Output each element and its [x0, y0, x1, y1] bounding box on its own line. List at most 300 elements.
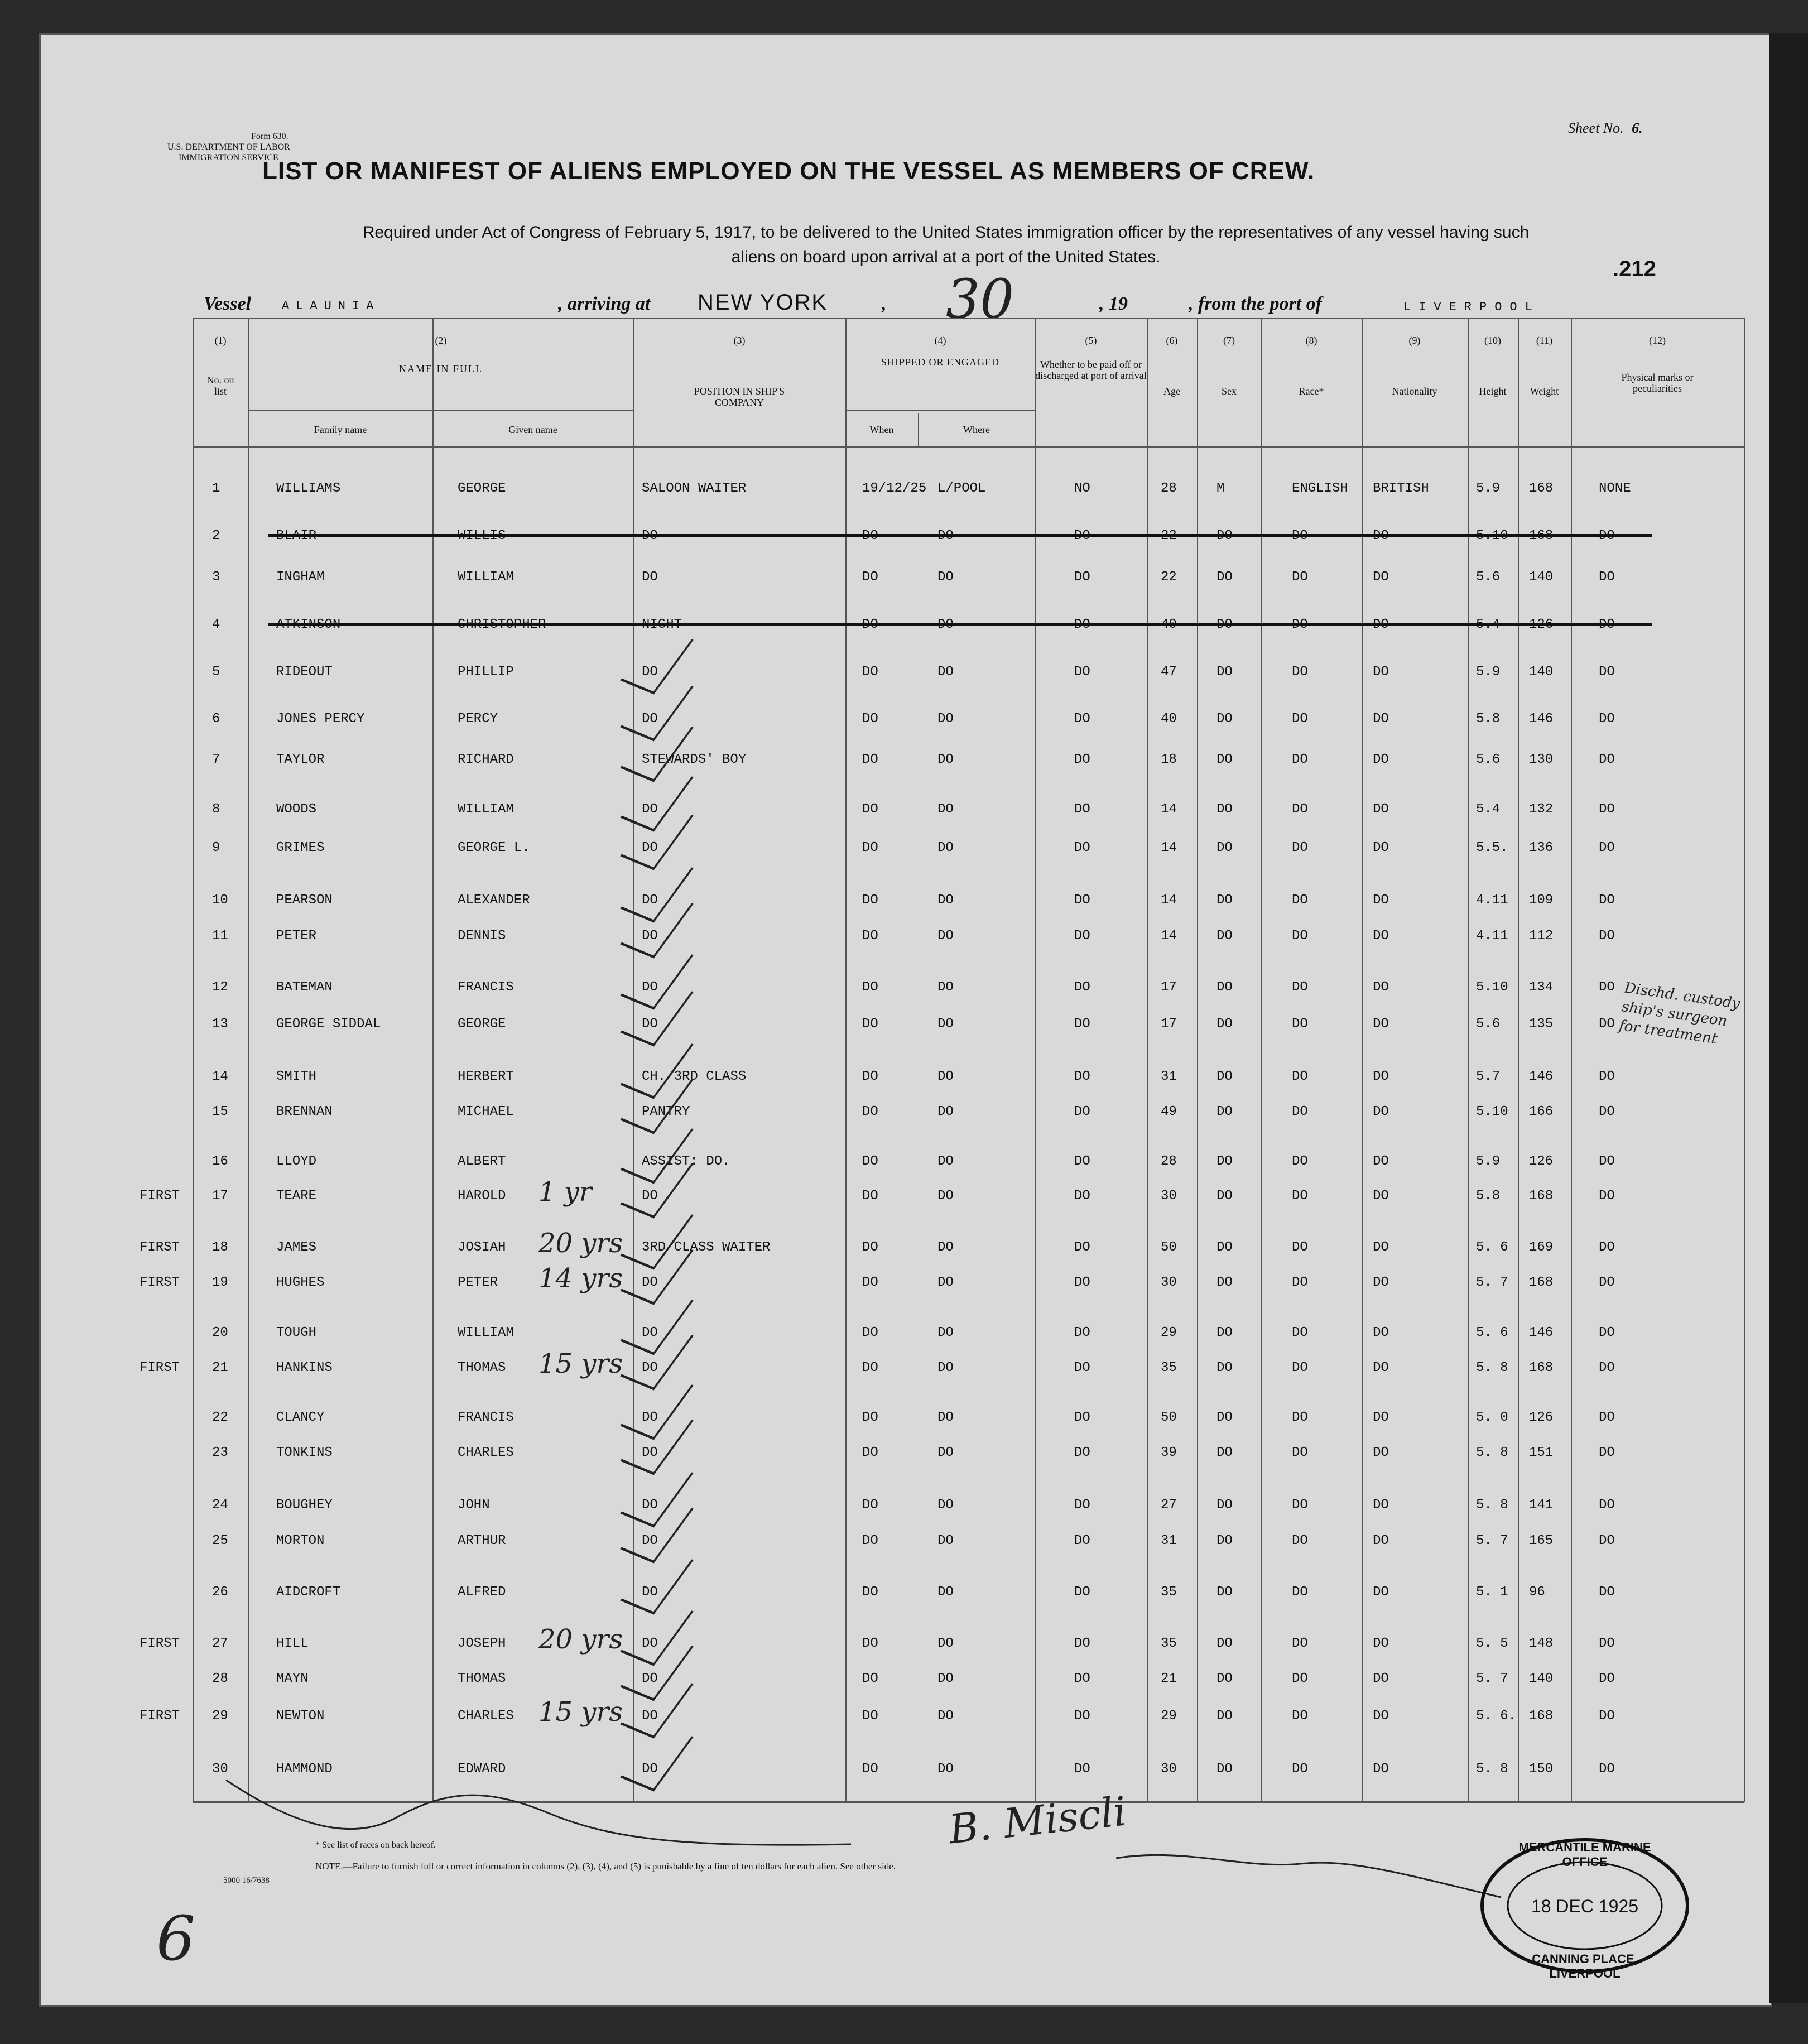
col-shipped-label: SHIPPED OR ENGAGED	[881, 356, 999, 368]
shipped-when: DO	[862, 1104, 878, 1119]
sex: DO	[1216, 711, 1233, 727]
shipped-when: DO	[862, 1154, 878, 1169]
row-number: 13	[212, 1017, 228, 1032]
stamp-top-text: MERCANTILE MARINE OFFICE	[1518, 1840, 1651, 1869]
row-number: 24	[212, 1498, 228, 1513]
service-years-handwritten: 20 yrs	[538, 1228, 623, 1259]
weight: 132	[1529, 802, 1554, 817]
family-name: TEARE	[276, 1189, 317, 1204]
stamp-bottom-text: CANNING PLACE, LIVERPOOL	[1532, 1952, 1638, 1980]
sex: M	[1216, 481, 1225, 496]
sex: DO	[1216, 929, 1233, 944]
position: DO	[642, 1445, 658, 1460]
position: 3RD CLASS WAITER	[642, 1240, 771, 1255]
family-name: BRENNAN	[276, 1104, 333, 1119]
family-name: BOUGHEY	[276, 1498, 333, 1513]
weight: 168	[1529, 1275, 1554, 1290]
paid-off: DO	[1074, 980, 1090, 995]
age: 22	[1161, 570, 1177, 585]
race: DO	[1292, 1498, 1308, 1513]
position: DO	[642, 1189, 658, 1204]
sheet-number-value: 6.	[1632, 120, 1643, 136]
nationality: DO	[1373, 802, 1389, 817]
binding-edge	[1769, 33, 1808, 2003]
weight: 168	[1529, 1709, 1554, 1724]
col-rule-4	[845, 318, 847, 1802]
race: DO	[1292, 1189, 1308, 1204]
row-number: 21	[212, 1360, 228, 1376]
height: 5.7	[1476, 1069, 1501, 1084]
col-rule-7	[1197, 318, 1198, 1802]
col-header-when: When	[869, 424, 894, 435]
race: DO	[1292, 840, 1308, 855]
given-name: GEORGE L.	[458, 840, 530, 855]
height: 5. 7	[1476, 1275, 1508, 1290]
shipped-subheader-rule	[845, 410, 1035, 411]
row-number: 22	[212, 1410, 228, 1425]
paid-off: DO	[1074, 1240, 1090, 1255]
family-name: TAYLOR	[276, 752, 325, 767]
family-name: AIDCROFT	[276, 1585, 341, 1600]
shipped-where: L/POOL	[937, 481, 986, 496]
col-position-num: (3)	[733, 335, 746, 346]
weight: 136	[1529, 840, 1554, 855]
physical-marks: DO	[1599, 1104, 1615, 1119]
sex: DO	[1216, 840, 1233, 855]
class-mark: FIRST	[140, 1275, 180, 1290]
age: 50	[1161, 1240, 1177, 1255]
col-weight-label: Weight	[1530, 385, 1559, 397]
year-label: , 19	[1099, 294, 1128, 314]
sex: DO	[1216, 752, 1233, 767]
shipped-when: DO	[862, 570, 878, 585]
col-age-num: (6)	[1166, 335, 1178, 346]
row-number: 3	[212, 570, 220, 585]
weight: 146	[1529, 1325, 1554, 1340]
col-header-given: Given name	[508, 424, 557, 435]
shipped-where: DO	[937, 1325, 954, 1340]
nationality: DO	[1373, 1017, 1389, 1032]
paid-off: DO	[1074, 1069, 1090, 1084]
nationality: DO	[1373, 1104, 1389, 1119]
col-rule-2	[432, 318, 434, 1802]
col-paid-label: Whether to be paid off or discharged at port of arrival	[1035, 358, 1147, 382]
col-header-paid-off	[1035, 335, 1147, 382]
shipped-when: DO	[862, 1445, 878, 1460]
vessel-label: Vessel	[204, 294, 251, 314]
race: DO	[1292, 929, 1308, 944]
col-rule-0	[193, 318, 194, 1802]
weight: 146	[1529, 1069, 1554, 1084]
row-number: 28	[212, 1671, 228, 1686]
family-name: JAMES	[276, 1240, 317, 1255]
physical-marks: DO	[1599, 1189, 1615, 1204]
height: 5.6	[1476, 570, 1501, 585]
height: 5. 1	[1476, 1585, 1508, 1600]
given-name: THOMAS	[458, 1671, 506, 1686]
position: DO	[642, 1017, 658, 1032]
weight: 166	[1529, 1104, 1554, 1119]
paid-off: DO	[1074, 929, 1090, 944]
weight: 140	[1529, 665, 1554, 680]
table-top-rule	[193, 318, 1744, 319]
position: ASSIST: DO.	[642, 1154, 730, 1169]
paid-off: DO	[1074, 1533, 1090, 1548]
service-years-handwritten: 1 yr	[538, 1176, 592, 1208]
physical-marks: DO	[1599, 1325, 1615, 1340]
race: DO	[1292, 1069, 1308, 1084]
row-number: 5	[212, 665, 220, 680]
mercantile-marine-stamp	[1479, 1836, 1691, 1980]
col-header-family: Family name	[314, 424, 367, 435]
age: 28	[1161, 481, 1177, 496]
sex: DO	[1216, 1498, 1233, 1513]
sex: DO	[1216, 1585, 1233, 1600]
shipped-where: DO	[937, 1498, 954, 1513]
weight: 135	[1529, 1017, 1554, 1032]
race: DO	[1292, 1275, 1308, 1290]
sex: DO	[1216, 980, 1233, 995]
col-shipped-num: (4)	[934, 335, 946, 346]
departure-port: LIVERPOOL	[1403, 300, 1540, 314]
shipped-where: DO	[937, 1189, 954, 1204]
given-name: JOSEPH	[458, 1636, 506, 1651]
weight: 150	[1529, 1762, 1554, 1777]
nationality: DO	[1373, 929, 1389, 944]
row-number: 11	[212, 929, 228, 944]
given-name: WILLIAM	[458, 802, 514, 817]
family-name: HANKINS	[276, 1360, 333, 1376]
shipped-where: DO	[937, 752, 954, 767]
col-rule-9	[1362, 318, 1363, 1802]
height: 5. 6	[1476, 1240, 1508, 1255]
shipped-when: DO	[862, 1709, 878, 1724]
weight: 146	[1529, 711, 1554, 727]
nationality: DO	[1373, 1533, 1389, 1548]
family-name: JONES PERCY	[276, 711, 365, 727]
nationality: DO	[1373, 1360, 1389, 1376]
physical-marks: DO	[1599, 1017, 1615, 1032]
paid-off: DO	[1074, 1017, 1090, 1032]
col-header-race	[1261, 335, 1362, 397]
print-code: 5000 16/7638	[223, 1876, 270, 1885]
shipped-when: 19/12/25	[862, 481, 927, 496]
row-number: 15	[212, 1104, 228, 1119]
given-name: WILLIAM	[458, 1325, 514, 1340]
subtitle-line-2: aliens on board upon arrival at a port of the United States.	[731, 247, 1161, 266]
paid-off: DO	[1074, 1104, 1090, 1119]
shipped-where: DO	[937, 980, 954, 995]
arriving-label: , arriving at	[558, 294, 651, 314]
sex: DO	[1216, 1636, 1233, 1651]
given-name: GEORGE	[458, 481, 506, 496]
col-race-num: (8)	[1305, 335, 1317, 346]
col-header-age	[1147, 335, 1197, 397]
position: DO	[642, 1410, 658, 1425]
sheet-number	[1568, 120, 1643, 137]
position: CH. 3RD CLASS	[642, 1069, 747, 1084]
family-name: TOUGH	[276, 1325, 317, 1340]
col-height-label: Height	[1479, 385, 1507, 397]
paid-off: DO	[1074, 1189, 1090, 1204]
paid-off: NO	[1074, 481, 1090, 496]
age: 17	[1161, 1017, 1177, 1032]
family-name: LLOYD	[276, 1154, 317, 1169]
signature-tail	[1116, 1836, 1507, 1903]
physical-marks: DO	[1599, 1445, 1615, 1460]
age: 49	[1161, 1104, 1177, 1119]
physical-marks: DO	[1599, 980, 1615, 995]
col-header-marks	[1571, 335, 1744, 395]
height: 5.9	[1476, 1154, 1501, 1169]
position: DO	[642, 570, 658, 585]
race: DO	[1292, 1104, 1308, 1119]
nationality: DO	[1373, 1240, 1389, 1255]
race: DO	[1292, 752, 1308, 767]
strike-through-line	[268, 534, 1652, 537]
given-name: ALEXANDER	[458, 893, 530, 908]
given-name: GEORGE	[458, 1017, 506, 1032]
col-rule-1	[248, 318, 249, 1802]
height: 5.4	[1476, 802, 1501, 817]
col-age-label: Age	[1163, 385, 1180, 397]
age: 31	[1161, 1069, 1177, 1084]
row-number: 2	[212, 528, 220, 544]
given-name: CHARLES	[458, 1445, 514, 1460]
strike-through-line	[268, 623, 1652, 626]
paid-off: DO	[1074, 752, 1090, 767]
shipped-where: DO	[937, 1275, 954, 1290]
shipped-when: DO	[862, 1498, 878, 1513]
shipped-where: DO	[937, 570, 954, 585]
physical-marks: DO	[1599, 893, 1615, 908]
paid-off: DO	[1074, 711, 1090, 727]
race: DO	[1292, 1240, 1308, 1255]
class-mark: FIRST	[140, 1636, 180, 1651]
weight: 168	[1529, 1360, 1554, 1376]
nationality: DO	[1373, 752, 1389, 767]
arrival-day-handwritten: 30	[946, 268, 1014, 330]
height: 5.10	[1476, 980, 1508, 995]
manifest-number: .212	[1613, 257, 1656, 281]
race: DO	[1292, 665, 1308, 680]
given-name: DENNIS	[458, 929, 506, 944]
physical-marks: DO	[1599, 1671, 1615, 1686]
col-header-nationality	[1362, 335, 1468, 397]
shipped-where: DO	[937, 1240, 954, 1255]
given-name: HAROLD	[458, 1189, 506, 1204]
paid-off: DO	[1074, 1154, 1090, 1169]
age: 47	[1161, 665, 1177, 680]
race: DO	[1292, 1671, 1308, 1686]
family-name: MORTON	[276, 1533, 325, 1548]
col-no-label: No. on list	[206, 374, 234, 397]
nationality: DO	[1373, 1585, 1389, 1600]
service-years-handwritten: 20 yrs	[538, 1624, 623, 1655]
sex: DO	[1216, 1275, 1233, 1290]
position: DO	[642, 665, 658, 680]
position: DO	[642, 1275, 658, 1290]
race: DO	[1292, 1154, 1308, 1169]
position: DO	[642, 1585, 658, 1600]
col-header-where: Where	[963, 424, 990, 435]
age: 35	[1161, 1636, 1177, 1651]
nationality: DO	[1373, 1069, 1389, 1084]
shipped-when: DO	[862, 980, 878, 995]
sex: DO	[1216, 1240, 1233, 1255]
shipped-when: DO	[862, 1240, 878, 1255]
class-mark: FIRST	[140, 1709, 180, 1724]
age: 30	[1161, 1189, 1177, 1204]
given-name: JOSIAH	[458, 1240, 506, 1255]
age: 30	[1161, 1275, 1177, 1290]
sex: DO	[1216, 1154, 1233, 1169]
row-number: 7	[212, 752, 220, 767]
paid-off: DO	[1074, 1498, 1090, 1513]
shipped-where: DO	[937, 1585, 954, 1600]
position: DO	[642, 1533, 658, 1548]
height: 5.8	[1476, 1189, 1501, 1204]
race: DO	[1292, 1533, 1308, 1548]
race: DO	[1292, 1709, 1308, 1724]
weight: 140	[1529, 570, 1554, 585]
race: DO	[1292, 1445, 1308, 1460]
sex: DO	[1216, 1410, 1233, 1425]
weight: 134	[1529, 980, 1554, 995]
family-name: GEORGE SIDDAL	[276, 1017, 381, 1032]
paid-off: DO	[1074, 1585, 1090, 1600]
shipped-when: DO	[862, 711, 878, 727]
shipped-where: DO	[937, 840, 954, 855]
race: DO	[1292, 1636, 1308, 1651]
shipped-where: DO	[937, 1636, 954, 1651]
position: DO	[642, 1636, 658, 1651]
row-number: 20	[212, 1325, 228, 1340]
physical-marks: NONE	[1599, 481, 1631, 496]
physical-marks: DO	[1599, 1533, 1615, 1548]
row-number: 23	[212, 1445, 228, 1460]
height: 5.9	[1476, 481, 1501, 496]
physical-marks: DO	[1599, 1498, 1615, 1513]
height: 5.10	[1476, 1104, 1508, 1119]
physical-marks: DO	[1599, 1154, 1615, 1169]
given-name: FRANCIS	[458, 1410, 514, 1425]
row-number: 1	[212, 481, 220, 496]
shipped-when: DO	[862, 1069, 878, 1084]
height: 5.6	[1476, 1017, 1501, 1032]
sex: DO	[1216, 1445, 1233, 1460]
paid-off: DO	[1074, 1410, 1090, 1425]
family-name: WILLIAMS	[276, 481, 341, 496]
col-sex-num: (7)	[1223, 335, 1235, 346]
age: 35	[1161, 1360, 1177, 1376]
given-name: PETER	[458, 1275, 498, 1290]
weight: 140	[1529, 1671, 1554, 1686]
paid-off: DO	[1074, 570, 1090, 585]
row-number: 18	[212, 1240, 228, 1255]
race: DO	[1292, 1762, 1308, 1777]
shipped-when: DO	[862, 752, 878, 767]
weight: 168	[1529, 1189, 1554, 1204]
position: DO	[642, 980, 658, 995]
height: 4.11	[1476, 893, 1508, 908]
form-number: Form 630.	[251, 132, 288, 141]
service-years-handwritten: 15 yrs	[538, 1696, 623, 1728]
col-marks-label: Physical marks or peculiarities	[1621, 371, 1694, 395]
physical-marks: DO	[1599, 711, 1615, 727]
shipped-where: DO	[937, 1410, 954, 1425]
row-number: 14	[212, 1069, 228, 1084]
sex: DO	[1216, 1533, 1233, 1548]
row-number: 12	[212, 980, 228, 995]
race-footnote: * See list of races on back hereof.	[315, 1840, 436, 1850]
paid-off: DO	[1074, 1671, 1090, 1686]
shipped-when: DO	[862, 1762, 878, 1777]
paid-off: DO	[1074, 1762, 1090, 1777]
name-subheader-rule	[248, 410, 633, 411]
form-service: IMMIGRATION SERVICE	[179, 153, 278, 163]
stamp-date: 18 DEC 1925	[1531, 1896, 1639, 1916]
physical-marks: DO	[1599, 1360, 1615, 1376]
row-number: 27	[212, 1636, 228, 1651]
nationality: DO	[1373, 893, 1389, 908]
family-name: TONKINS	[276, 1445, 333, 1460]
sex: DO	[1216, 665, 1233, 680]
header-bottom-rule	[193, 446, 1744, 448]
nationality: DO	[1373, 1445, 1389, 1460]
nationality: DO	[1373, 1498, 1389, 1513]
age: 14	[1161, 929, 1177, 944]
age: 40	[1161, 711, 1177, 727]
position: DO	[642, 893, 658, 908]
given-name: MICHAEL	[458, 1104, 514, 1119]
row-number: 19	[212, 1275, 228, 1290]
weight: 169	[1529, 1240, 1554, 1255]
col-rule-13	[1744, 318, 1745, 1802]
shipped-when: DO	[862, 1360, 878, 1376]
col-rule-11	[1518, 318, 1519, 1802]
family-name: PETER	[276, 929, 317, 944]
physical-marks: DO	[1599, 1240, 1615, 1255]
family-name: WOODS	[276, 802, 317, 817]
shipped-where: DO	[937, 1709, 954, 1724]
sex: DO	[1216, 893, 1233, 908]
height: 4.11	[1476, 929, 1508, 944]
nationality: DO	[1373, 1275, 1389, 1290]
paid-off: DO	[1074, 802, 1090, 817]
height: 5. 5	[1476, 1636, 1508, 1651]
col-header-name	[248, 335, 633, 374]
shipped-where: DO	[937, 1445, 954, 1460]
shipped-when: DO	[862, 840, 878, 855]
col-rule-10	[1468, 318, 1469, 1802]
physical-marks: DO	[1599, 840, 1615, 855]
position: STEWARDS' BOY	[642, 752, 747, 767]
nationality: BRITISH	[1373, 481, 1429, 496]
shipped-when: DO	[862, 1017, 878, 1032]
given-name: ALBERT	[458, 1154, 506, 1169]
family-name: SMITH	[276, 1069, 317, 1084]
nationality: DO	[1373, 570, 1389, 585]
row-number: 9	[212, 840, 220, 855]
sex: DO	[1216, 1189, 1233, 1204]
height: 5. 8	[1476, 1762, 1508, 1777]
physical-marks: DO	[1599, 802, 1615, 817]
page-title: LIST OR MANIFEST OF ALIENS EMPLOYED ON THE VESSEL AS MEMBERS OF CREW.	[262, 157, 1315, 185]
nationality: DO	[1373, 1154, 1389, 1169]
position: DO	[642, 1325, 658, 1340]
position: DO	[642, 1498, 658, 1513]
